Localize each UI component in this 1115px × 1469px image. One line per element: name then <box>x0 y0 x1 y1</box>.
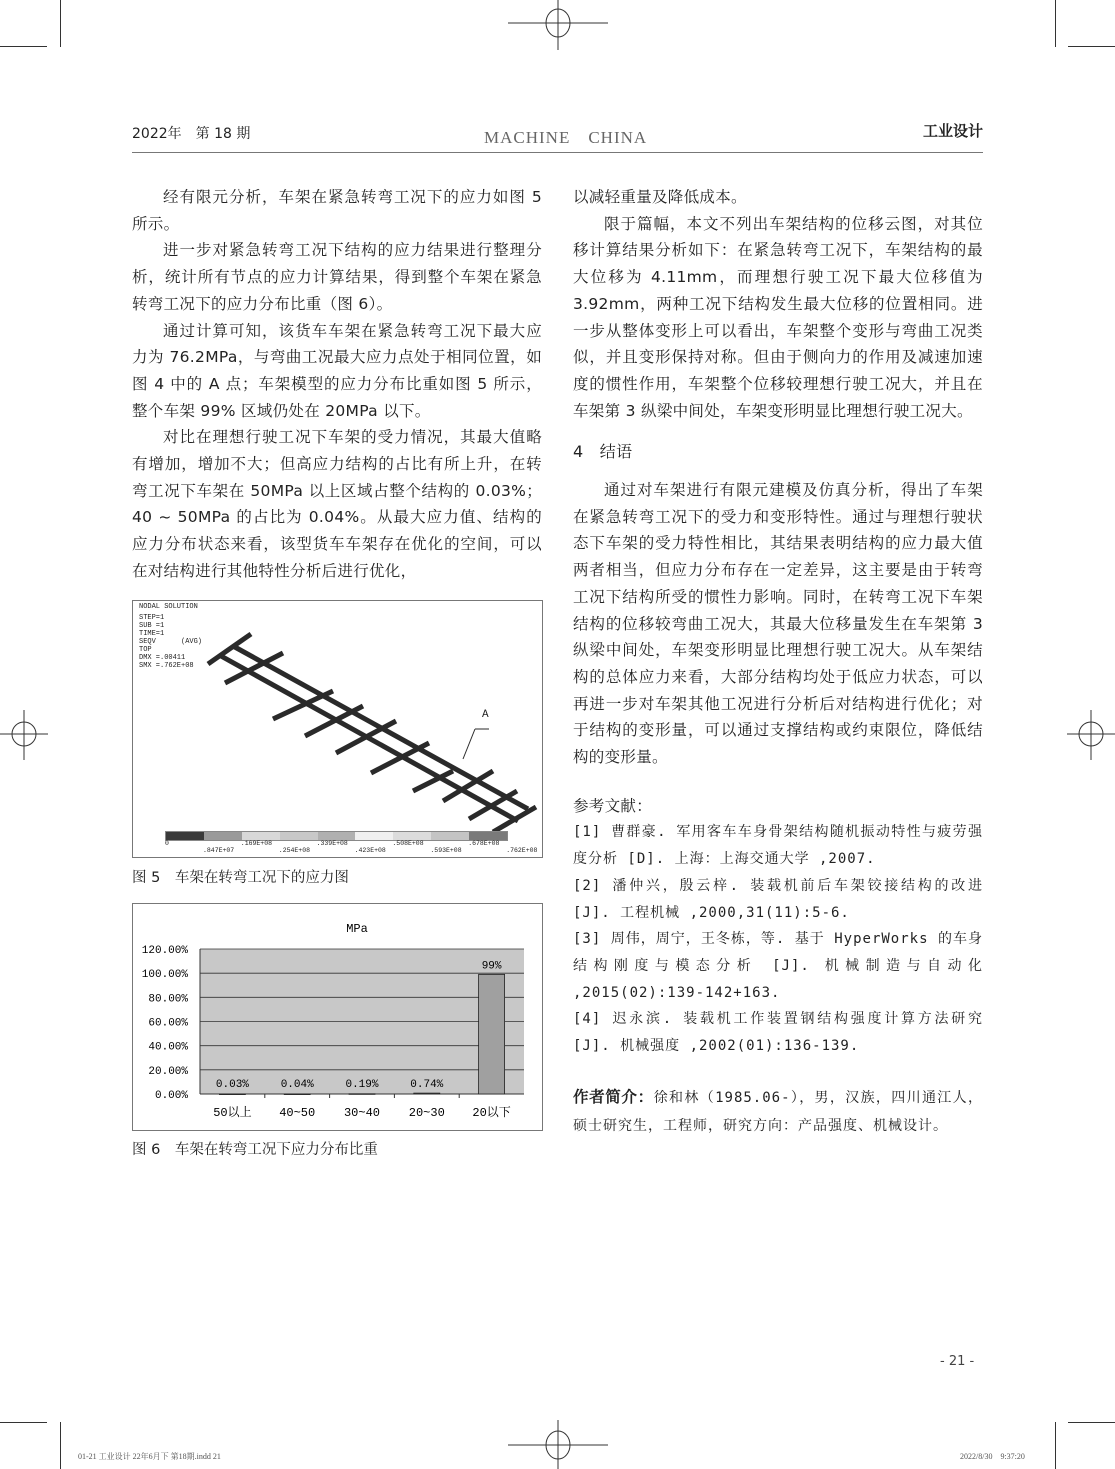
frame-model-image <box>133 601 542 857</box>
solution-info-line: NODAL SOLUTION <box>139 603 198 611</box>
y-tick-label: 120.00% <box>141 945 188 957</box>
legend-swatch <box>166 832 204 840</box>
figure-6-caption: 图 6 车架在转弯工况下应力分布比重 <box>132 1142 378 1158</box>
legend-tick-label: .678E+08 <box>468 840 500 847</box>
crop-mark <box>1068 46 1115 47</box>
y-tick-label: 60.00% <box>148 1017 188 1030</box>
legend-swatch <box>318 832 356 840</box>
author-label: 作者简介： <box>573 1087 654 1106</box>
y-tick-label: 40.00% <box>148 1041 188 1054</box>
legend-tick-label: .847E+07 <box>203 847 235 854</box>
legend-tick-label: .423E+08 <box>354 847 386 854</box>
left-column <box>132 184 542 585</box>
registration-mark-left <box>0 710 48 760</box>
legend-tick-label: .762E+08 <box>506 847 538 854</box>
solution-info-line: STEP=1 <box>139 614 165 622</box>
x-tick-label: 20以下 <box>472 1106 511 1120</box>
legend-tick-label: 0 <box>165 840 169 847</box>
legend-swatch <box>204 832 242 840</box>
data-label: 0.03% <box>215 1079 249 1091</box>
right-column <box>573 184 983 1139</box>
point-a-leader <box>463 729 475 759</box>
paragraph: 通过计算可知，该货车车架在紧急转弯工况下最大应力为 76.2MPa，与弯曲工况最大应力点处于相同位置，如图 4 中的 A 点；车架模型的应力分布比重如图 5 所示，整个车架 99% 区域仍处在 20MPa 以下。 <box>132 321 542 420</box>
data-label: 99% <box>481 960 502 973</box>
section-heading: 4 结语 <box>573 442 633 462</box>
solution-info-line: TOP <box>139 646 152 654</box>
solution-info-line: DMX =.00411 <box>139 654 186 662</box>
point-a-label: A <box>482 709 489 721</box>
legend-swatch <box>393 832 431 840</box>
y-tick-label: 20.00% <box>148 1065 188 1078</box>
reference-item: [1] 曹群豪. 军用客车车身骨架结构随机振动特性与疲劳强度分析 [D]. 上海：上海交通大学 ,2007. <box>573 824 983 868</box>
paragraph: 限于篇幅，本文不列出车架结构的位移云图，对其位移计算结果分析如下：在紧急转弯工况下，车架结构的最大位移为 4.11mm，而理想行驶工况下最大位移值为 3.92mm，两种工况下结构发生最大位移的位置相同。进一步从整体变形上可以看出，车架整个变形与弯曲工况类似，并且变形保持对称。但由于侧向力的作用及减速加速度的惯性作用，车架整个位移较理想行驶工况大，并且在车架第 3 纵梁中间处，车架变形明显比理想行驶工况大。 <box>573 214 983 420</box>
paragraph: 通过对车架进行有限元建模及仿真分析，得出了车架在紧急转弯工况下的受力和变形特性。通过与理想行驶状态下车架的受力特性相比，其结果表明结构的应力最大值两者相当，但应力分布存在一定差异，这主要是由于转弯工况下结构所受的惯性力影响。同时，在转弯工况下车架结构的位移较弯曲工况大，其最大位移量发生在车架第 3 纵梁中间处，车架变形明显比理想行驶工况大。从车架结构的总体应力来看，大部分结构均处于低应力状态，可以再进一步对车架其他工况进行分析后对结构进行优化；对于结构的变形量，可以通过支撑结构或约束限位，降低结构的变形量。 <box>573 481 983 767</box>
crop-mark <box>1055 1422 1056 1469</box>
paragraph: 进一步对紧急转弯工况下结构的应力结果进行整理分析，统计所有节点的应力计算结果，得到整个车架在紧急转弯工况下的应力分布比重（图 6）。 <box>132 241 542 313</box>
legend-swatch <box>431 832 469 840</box>
legend-tick-label: .254E+08 <box>278 847 311 854</box>
reference-item: [4] 迟永滨. 装载机工作装置钢结构强度计算方法研究 [J]. 机械强度 ,2002(01):136-139. <box>573 1011 983 1055</box>
legend-tick-label: .508E+08 <box>392 840 424 847</box>
page-number: - 21 - <box>940 1354 975 1369</box>
reference-item: [3] 周伟，周宁，王冬栋，等. 基于 HyperWorks 的车身结构刚度与模态分析 [J]. 机械制造与自动化 ,2015(02):139-142+163. <box>573 931 983 1001</box>
x-tick-label: 50以上 <box>213 1106 252 1120</box>
footer-timestamp: 2022/8/30 9:37:20 <box>960 1452 1025 1461</box>
header-rule <box>132 152 983 153</box>
crop-mark <box>0 46 47 47</box>
chart-title: MPa <box>346 922 368 936</box>
legend-tick-label: .169E+08 <box>240 840 273 847</box>
figure-6-chart <box>132 903 543 1131</box>
data-label: 0.19% <box>345 1079 379 1091</box>
frame-rail <box>221 656 518 821</box>
crop-mark <box>1055 0 1056 47</box>
crop-mark <box>1068 1422 1115 1423</box>
crop-mark <box>60 0 61 47</box>
data-label: 0.74% <box>410 1079 444 1091</box>
x-tick-label: 40~50 <box>279 1106 316 1120</box>
solution-info-line: SEQV (AVG) <box>139 638 203 646</box>
registration-mark-bottom <box>508 1420 608 1469</box>
paragraph: 经有限元分析，车架在紧急转弯工况下的应力如图 5 所示。 <box>132 188 542 233</box>
legend-swatch <box>280 832 318 840</box>
figure-5-caption: 图 5 车架在转弯工况下的应力图 <box>132 870 349 886</box>
y-tick-label: 80.00% <box>148 993 188 1006</box>
issue-label: 2022年 第 18 期 <box>132 126 251 142</box>
legend-tick-label: .339E+08 <box>316 840 348 847</box>
footer-file: 01-21 工业设计 22年6月下 第18期.indd 21 <box>78 1452 221 1461</box>
data-label: 0.04% <box>280 1079 314 1091</box>
bar <box>284 1094 310 1095</box>
y-tick-label: 100.00% <box>141 969 188 982</box>
y-tick-label: 0.00% <box>154 1090 188 1102</box>
registration-mark-right <box>1067 710 1115 760</box>
journal-name: MACHINE CHINA <box>484 128 648 147</box>
bar <box>414 1093 440 1094</box>
legend-swatch <box>242 832 280 840</box>
crop-mark <box>0 1422 47 1423</box>
x-tick-label: 30~40 <box>343 1106 381 1120</box>
crop-mark <box>60 1422 61 1469</box>
section-label: 工业设计 <box>922 122 983 140</box>
author-bio: 徐和林（1985.06-），男，汉族，四川通江人，硕士研究生，工程师，研究方向：产品强度、机械设计。 <box>573 1089 983 1134</box>
reference-item: [2] 潘仲兴，殷云梓. 装载机前后车架铰接结构的改进 [J]. 工程机械 ,2000,31(11):5-6. <box>573 877 983 921</box>
references-heading: 参考文献： <box>573 796 653 815</box>
paragraph: 对比在理想行驶工况下车架的受力情况，其最大值略有增加，增加不大；但高应力结构的占比有所上升，在转弯工况下车架在 50MPa 以上区域占整个结构的 0.03%；40 ~ 50MPa 的占比为 0.04%。从最大应力值、结构的应力分布状态来看，该型货车车架存在优化的空间，可以在对结构进行其他特性分析后进行优化， <box>132 428 542 580</box>
legend-tick-label: .593E+08 <box>430 847 462 854</box>
legend-swatch <box>355 832 393 840</box>
bar <box>349 1094 375 1095</box>
bar <box>479 974 505 1094</box>
bar <box>219 1094 245 1095</box>
x-tick-label: 20~30 <box>408 1106 445 1120</box>
solution-info-line: TIME=1 <box>139 630 165 638</box>
solution-info-line: SUB =1 <box>139 622 165 630</box>
figure-5-stress-plot <box>132 600 543 858</box>
registration-mark-top <box>508 0 608 50</box>
solution-info-line: SMX =.762E+08 <box>139 662 194 670</box>
paragraph: 以减轻重量及降低成本。 <box>573 188 747 206</box>
legend-swatch <box>469 832 507 840</box>
bar-chart <box>133 904 542 1130</box>
